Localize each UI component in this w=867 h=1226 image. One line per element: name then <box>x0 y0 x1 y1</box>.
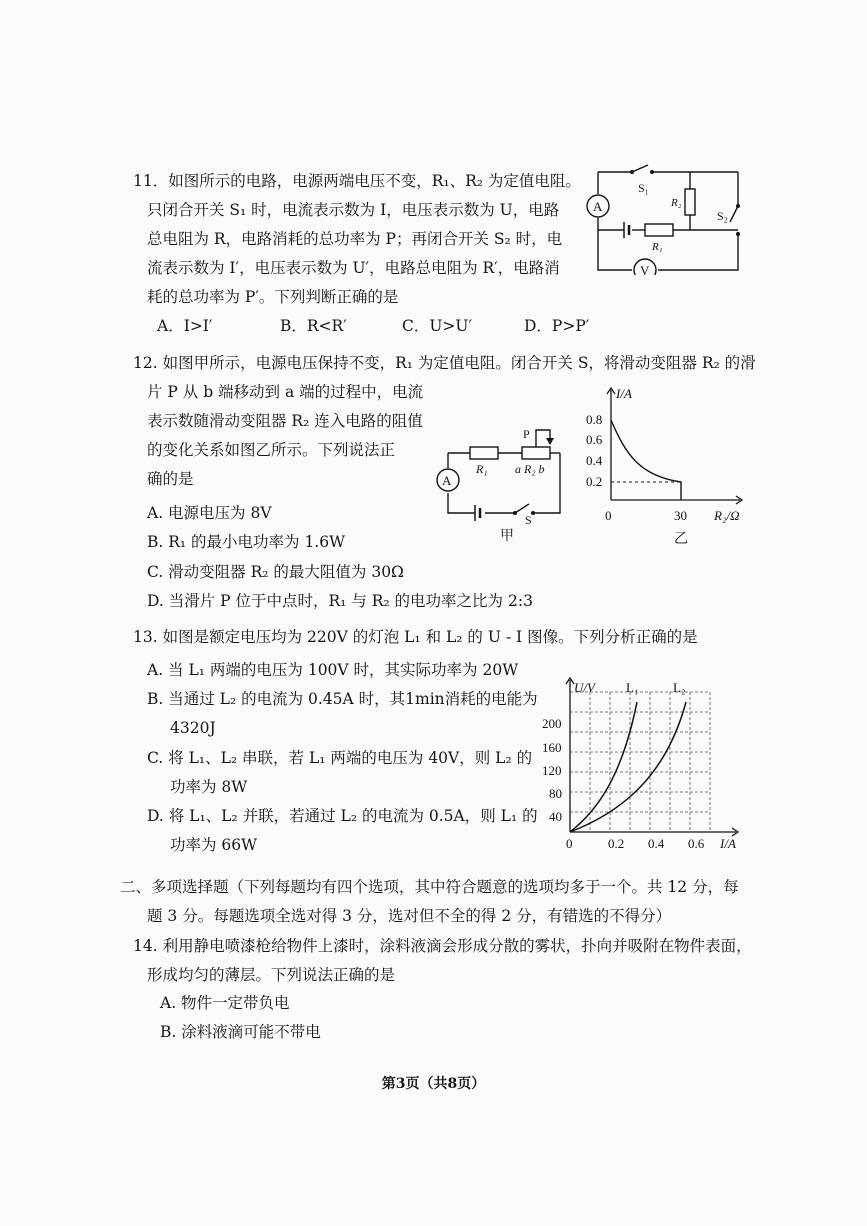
q12-option-a: A. 电源电压为 8V <box>147 504 272 522</box>
q13-ytick-200: 200 <box>542 716 562 731</box>
q12-xtick-30: 30 <box>674 508 687 523</box>
q14-line-2: 形成均匀的薄层。下列说法正确的是 <box>147 966 396 984</box>
q12-r2-label: a R₂ b <box>515 462 545 476</box>
q11-r2-label: R₂ <box>671 197 682 209</box>
q12-caption-yi: 乙 <box>674 532 688 547</box>
q13-xtick-0.6: 0.6 <box>688 836 705 851</box>
q13-ytick-80: 80 <box>549 786 562 801</box>
q13-ylabel: U/V <box>574 680 595 695</box>
q11-line-5: 耗的总功率为 P′。下列判断正确的是 <box>147 288 399 306</box>
q11-line-4: 流表示数为 I′，电压表示数为 U′，电路总电阻为 R′，电路消 <box>147 259 560 277</box>
section2-heading-cont: 题 3 分。每题选项全选对得 3 分，选对但不全的得 2 分，有错选的不得分） <box>147 907 672 925</box>
q11-option-d: D．P>P′ <box>524 317 590 335</box>
q12-graph-yi <box>578 380 758 550</box>
q13-option-c: C. 将 L₁、L₂ 串联，若 L₁ 两端的电压为 40V，则 L₂ 的 <box>147 749 533 767</box>
q13-option-a: A. 当 L₁ 两端的电压为 100V 时，其实际功率为 20W <box>147 661 519 679</box>
q12-line-1: 12. 如图甲所示，电源电压保持不变，R₁ 为定值电阻。闭合开关 S，将滑动变阻器 R₂ 的滑 <box>133 354 756 372</box>
q13-stem: 13. 如图是额定电压均为 220V 的灯泡 L₁ 和 L₂ 的 U - I 图像。下列分析正确的是 <box>133 628 698 646</box>
q11-line-3: 总电阻为 R，电路消耗的总功率为 P；再闭合开关 S₂ 时，电 <box>147 230 563 248</box>
q11-option-b: B．R<R′ <box>280 317 347 335</box>
q12-option-d: D. 当滑片 P 位于中点时，R₁ 与 R₂ 的电功率之比为 2:3 <box>147 592 533 610</box>
q11-voltmeter-label: V <box>640 263 650 275</box>
q12-ammeter-label: A <box>442 473 452 488</box>
q12-curve <box>611 420 681 500</box>
q13-option-d: D. 将 L₁、L₂ 并联，若通过 L₂ 的电流为 0.5A，则 L₁ 的 <box>147 807 538 825</box>
q12-line-2: 片 P 从 b 端移动到 a 端的过程中，电流 <box>147 383 424 401</box>
q13-option-c-cont: 功率为 8W <box>170 778 248 796</box>
q11-circuit-diagram <box>580 160 750 275</box>
q13-option-d-cont: 功率为 66W <box>170 836 258 854</box>
q12-line-4: 的变化关系如图乙所示。下列说法正 <box>147 441 396 459</box>
section2-heading: 二、多项选择题（下列每题均有四个选项，其中符合题意的选项均多于一个。共 12 分，每 <box>120 878 739 896</box>
q12-ytick-0.2: 0.2 <box>586 474 603 489</box>
q13-curve-l1 <box>570 702 637 832</box>
q12-ylabel: I/A <box>616 386 632 401</box>
q13-ytick-160: 160 <box>542 740 562 755</box>
q12-xtick-0: 0 <box>605 508 612 523</box>
q12-slider-label: P <box>523 427 530 441</box>
q12-xlabel: R₂/Ω <box>714 508 740 523</box>
q11-s2-label: S₂ <box>717 209 728 223</box>
q11-line-2: 只闭合开关 S₁ 时，电流表示数为 I，电压表示数为 U，电路 <box>147 201 560 219</box>
q12-option-b: B. R₁ 的最小电功率为 1.6W <box>147 533 346 551</box>
q13-ytick-40: 40 <box>549 809 562 824</box>
q12-switch-label: S <box>525 513 532 527</box>
q13-curve-l2 <box>570 702 686 832</box>
q13-xtick-0.2: 0.2 <box>608 836 625 851</box>
q11-ammeter-label: A <box>593 199 603 214</box>
q12-option-c: C. 滑动变阻器 R₂ 的最大阻值为 30Ω <box>147 563 404 581</box>
q12-ytick-0.8: 0.8 <box>586 412 603 427</box>
q11-option-c: C．U>U′ <box>402 317 472 335</box>
q11-s1-label: S₁ <box>638 181 649 195</box>
q12-r1-label: R₁ <box>476 462 488 476</box>
page-footer: 第3页（共8页） <box>381 1076 486 1092</box>
q14-option-a: A. 物件一定带负电 <box>160 994 290 1012</box>
q13-xlabel: I/A <box>720 836 736 851</box>
q13-ui-graph <box>540 672 750 860</box>
q11-option-a: A．I>I′ <box>157 317 213 335</box>
q12-caption-jia: 甲 <box>500 529 514 544</box>
q13-series-l1: L₁ <box>626 680 639 695</box>
q12-ytick-0.4: 0.4 <box>586 453 603 468</box>
q12-circuit-jia <box>430 418 580 546</box>
q12-ytick-0.6: 0.6 <box>586 432 603 447</box>
q14-option-b: B. 涂料液滴可能不带电 <box>160 1023 321 1041</box>
q13-option-b-cont: 4320J <box>170 719 216 737</box>
q13-xtick-0: 0 <box>566 836 573 851</box>
q12-line-3: 表示数随滑动变阻器 R₂ 连入电路的阻值 <box>147 412 423 430</box>
q13-option-b: B. 当通过 L₂ 的电流为 0.45A 时，其1min消耗的电能为 <box>147 690 538 708</box>
q12-line-5: 确的是 <box>147 470 194 488</box>
q13-ytick-120: 120 <box>542 763 562 778</box>
q11-line-1: 11．如图所示的电路，电源两端电压不变，R₁、R₂ 为定值电阻。 <box>133 172 581 190</box>
q11-r1-label: R₁ <box>652 241 663 253</box>
q14-line-1: 14. 利用静电喷漆枪给物件上漆时，涂料液滴会形成分散的雾状，扑向并吸附在物件表面， <box>133 937 752 955</box>
q13-xtick-0.4: 0.4 <box>648 836 665 851</box>
q13-series-l2: L₂ <box>673 680 686 695</box>
